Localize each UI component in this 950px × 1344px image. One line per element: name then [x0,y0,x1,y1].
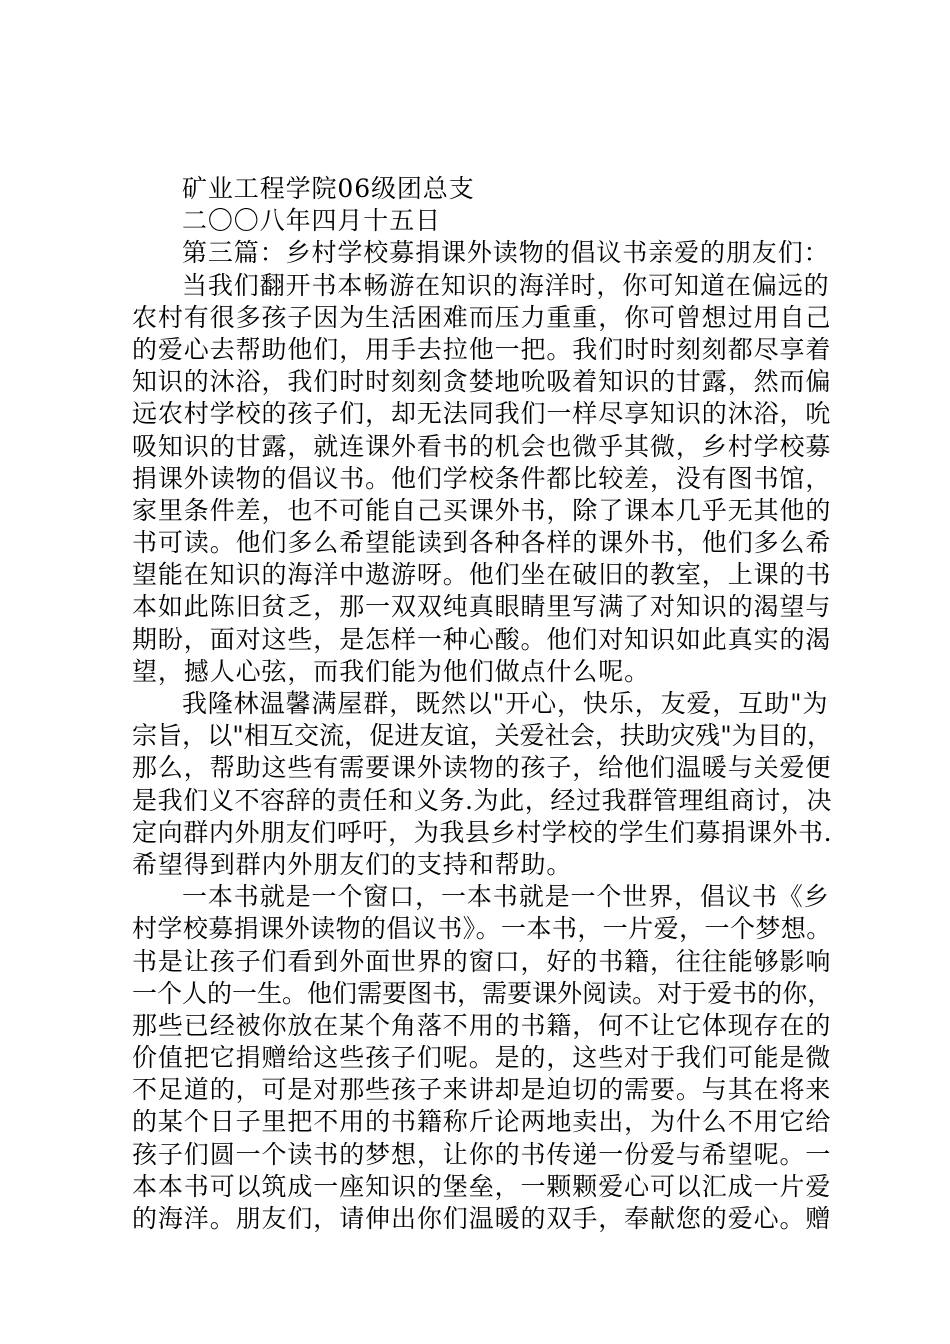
paragraph-line: 那些已经被你放在某个角落不用的书籍，何不让它体现存在的 [132,1010,832,1040]
paragraphs [132,270,832,1236]
paragraph-line: 价值把它捐赠给这些孩子们呢。是的，这些对于我们可能是微 [132,1043,832,1073]
paragraph [132,688,832,881]
paragraph-line: 宗旨，以"相互交流，促进友谊，关爱社会，扶助灾残"为目的， [132,721,833,751]
paragraph-line: 知识的沐浴，我们时时刻刻贪婪地吮吸着知识的甘露，然而偏 [132,367,832,397]
paragraph-line: 的某个日子里把不用的书籍称斤论两地卖出，为什么不用它给 [132,1107,832,1137]
paragraph [132,270,832,688]
paragraph-line: 定向群内外朋友们呼吁，为我县乡村学校的学生们募捐课外书. [132,817,833,847]
paragraph-line: 农村有很多孩子因为生活困难而压力重重，你可曾想过用自己 [132,302,832,332]
paragraph-line: 期盼，面对这些，是怎样一种心酸。他们对知识如此真实的渴 [132,624,832,654]
paragraph-line: 那么，帮助这些有需要课外读物的孩子，给他们温暖与关爱便 [132,753,832,783]
paragraph-line: 书可读。他们多么希望能读到各种各样的课外书，他们多么希 [132,528,832,558]
paragraph-line: 望，撼人心弦，而我们能为他们做点什么呢。 [132,656,651,686]
paragraph-line: 当我们翻开书本畅游在知识的海洋时，你可知道在偏远的 [182,270,830,300]
section-heading: 第三篇：乡村学校募捐课外读物的倡议书亲爱的朋友们： [182,238,830,268]
paragraph-line: 一个人的一生。他们需要图书，需要课外阅读。对于爱书的你， [132,978,833,1008]
paragraph-line: 捐课外读物的倡议书。他们学校条件都比较差，没有图书馆， [132,463,832,493]
paragraph-line: 村学校募捐课外读物的倡议书》。一本书，一片爱，一个梦想。 [132,914,832,944]
paragraph-line: 书是让孩子们看到外面世界的窗口，好的书籍，往往能够影响 [132,946,832,976]
paragraph-line: 吸知识的甘露，就连课外看书的机会也微乎其微，乡村学校募 [132,431,832,461]
paragraph-line: 孩子们圆一个读书的梦想，让你的书传递一份爱与希望呢。一 [132,1139,832,1169]
paragraph-line: 一本书就是一个窗口，一本书就是一个世界，倡议书《乡 [182,882,830,912]
paragraph-line: 不足道的，可是对那些孩子来讲却是迫切的需要。与其在将来 [132,1075,832,1105]
signature-date: 二〇〇八年四月十五日 [182,206,442,236]
paragraph-line: 望能在知识的海洋中遨游呀。他们坐在破旧的教室，上课的书 [132,560,832,590]
paragraph-line: 本如此陈旧贫乏，那一双双纯真眼睛里写满了对知识的渴望与 [132,592,832,622]
signature-org: 矿业工程学院06级团总支 [182,174,475,203]
paragraph [132,881,832,1235]
paragraph-line: 我隆林温馨满屋群，既然以"开心，快乐，友爱，互助"为 [182,689,829,718]
paragraph-line: 是我们义不容辞的责任和义务.为此，经过我群管理组商讨，决 [132,785,833,815]
paragraph-line: 远农村学校的孩子们，却无法同我们一样尽享知识的沐浴，吮 [132,399,832,429]
paragraph-line: 的海洋。朋友们，请伸出你们温暖的双手，奉献您的爱心。赠 [132,1204,832,1233]
paragraph-line: 家里条件差，也不可能自己买课外书，除了课本几乎无其他的 [132,495,832,525]
document-body [132,173,832,1235]
paragraph-line: 希望得到群内外朋友们的支持和帮助。 [132,849,573,879]
paragraph-line: 的爱心去帮助他们，用手去拉他一把。我们时时刻刻都尽享着 [132,334,832,364]
paragraph-line: 本本书可以筑成一座知识的堡垒，一颗颗爱心可以汇成一片爱 [132,1171,832,1201]
